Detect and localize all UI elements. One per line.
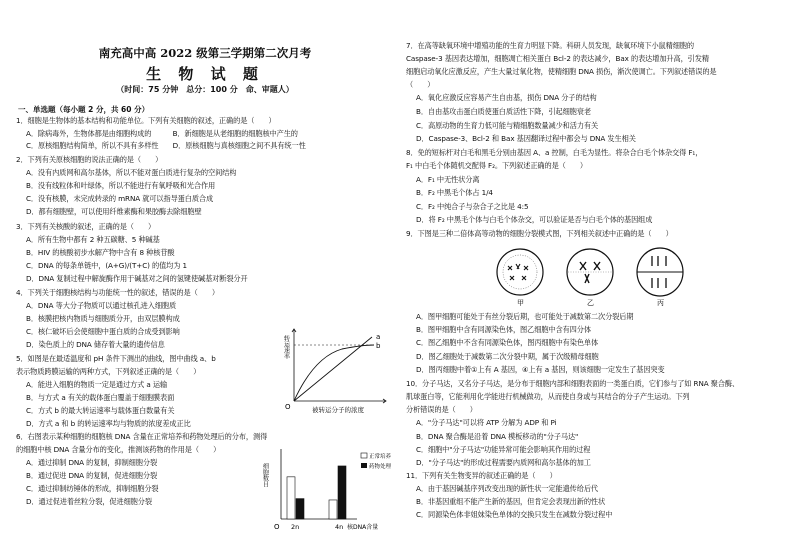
right-line: C．细胞中"分子马达"功能异常可能会影响其作用的过程 — [416, 445, 591, 454]
right-line: 肌球蛋白等，它能利用化学能进行机械做功，从而使自身或与其结合的分子产生运动。下列 — [406, 392, 690, 401]
right-line: 11．下列有关生物变异的叙述正确的是（ ） — [406, 471, 557, 480]
section-heading: 一、单选题（每小题 2 分，共 60 分） — [18, 105, 150, 114]
right-line: Caspase-3 基因表达增加，细胞凋亡相关蛋白 Bcl-2 的表达减少，Bax 的表达增加升高，引发精 — [406, 54, 709, 63]
cell-yi — [567, 249, 613, 307]
left-line: D．DNA 复制过程中解旋酶作用于碱基对之间的氢键使碱基对断裂分开 — [26, 274, 248, 283]
right-line: A．F₁ 中无性状分离 — [416, 175, 480, 184]
right-line: 分析错误的是（ ） — [406, 405, 477, 414]
right-line: C．图乙细胞中不含有同源染色体，图丙细胞中有染色单体 — [416, 338, 599, 347]
right-line: D．图乙细胞处于减数第二次分裂中期，属于次级精母细胞 — [416, 352, 599, 361]
figure-q6-dna-bar-chart — [259, 445, 394, 533]
left-line: C．通过抑制纺锤体的形成，抑制细胞分裂 — [26, 484, 159, 493]
right-line: A．由于基因碱基序列改变出现的新性状一定能遗传给后代 — [416, 484, 599, 493]
left-line: 5．如图是在最适温度和 pH 条件下测出的曲线，图中曲线 a、b — [16, 354, 216, 363]
left-line: A．除病毒外，生物体都是由细胞构成的 B．新细胞是从老细胞的细胞核中产生的 — [26, 129, 298, 138]
right-line: B．非基因重组不能产生新的基因，但肯定会表现出新的性状 — [416, 497, 606, 506]
fig6-bar-drug-4n — [338, 466, 346, 519]
cell-label-yi: 乙 — [587, 299, 594, 307]
fig5-label-b: b — [376, 342, 381, 350]
left-line: 2．下列有关原核细胞的说法正确的是（ ） — [16, 155, 163, 164]
right-line: D．Caspase-3、Bcl-2 和 Bax 基因翻译过程中都会与 DNA 发生相关 — [416, 134, 636, 143]
cell-label-jia: 甲 — [517, 299, 524, 307]
right-line: 7．在高等缺氧环境中增殖功能的生育力明显下降。科研人员发现，缺氧环境下小鼠精细胞的 — [406, 41, 694, 50]
exam-meta: （时间：75 分钟 总分：100 分 命、审题人） — [116, 85, 294, 94]
fig6-tick-4n: 4n — [335, 523, 344, 531]
left-line: A．DNA 等大分子物质可以通过核孔进入细胞质 — [26, 301, 177, 310]
right-line: 10．分子马达，又名分子马达，是分布于细胞内部和细胞表面的一类蛋白质，它们参与了如 RNA 聚合酶、 — [406, 379, 740, 388]
left-line: 4．下列关于细胞核结构与功能统一性的叙述，错误的是（ ） — [16, 288, 219, 297]
right-line: C．F₂ 中纯合子与杂合子之比是 4:5 — [416, 202, 529, 211]
left-line: D．都有细胞壁，可以使用纤维素酶和果胶酶去除细胞壁 — [26, 207, 202, 216]
left-line: D．染色质上的 DNA 储存着大量的遗传信息 — [26, 340, 165, 349]
fig6-legend-swatch-normal — [361, 453, 367, 458]
left-line: D．通过促进着丝粒分裂，促进细胞分裂 — [26, 497, 152, 506]
fig6-legend-drug: 药物处理 — [369, 464, 392, 470]
fig6-legend-normal: 正常培养 — [369, 454, 392, 460]
left-line: A．能进入细胞的物质一定是通过方式 a 运输 — [26, 380, 168, 389]
fig5-xlabel: 被转运分子的浓度 — [312, 406, 364, 414]
left-line: B．核膜把核内物质与细胞质分开，由双层膜构成 — [26, 314, 180, 323]
fig6-tick-2n: 2n — [291, 523, 300, 531]
right-line: B．图甲细胞中含有同源染色体，图乙细胞中含有四分体 — [416, 325, 591, 334]
right-line: A．"分子马达"可以将 ATP 分解为 ADP 和 Pi — [416, 418, 557, 427]
left-line: A．没有内质网和高尔基体，所以不能对蛋白质进行复杂的空间结构 — [26, 168, 237, 177]
fig6-bar-normal-4n — [329, 500, 337, 519]
fig6-ylabel: 细胞数目 — [261, 463, 269, 487]
left-line: 的细胞中核 DNA 含量分布的变化，推测该药物的作用是（ ） — [16, 445, 221, 454]
right-line: 9．下图是三种二倍体高等动物的细胞分裂模式图，下列相关叙述中正确的是（ ） — [406, 229, 673, 238]
cell-bing — [637, 248, 683, 307]
left-line: C．核仁破坏后会使细胞中蛋白质的合成受到影响 — [26, 327, 180, 336]
fig6-origin: O — [274, 523, 280, 531]
left-line: C．DNA 的每条单链中，(A+G)/(T+C) 的值均为 1 — [26, 261, 188, 270]
left-line: A．所有生物中都有 2 种五碳糖、5 种碱基 — [26, 235, 160, 244]
right-line: A．图甲细胞可能处于有丝分裂后期，也可能处于减数第二次分裂后期 — [416, 312, 634, 321]
left-line: C．原核细胞结构简单，所以不具有多样性 D．原核细胞与真核细胞之间不具有统一性 — [26, 141, 306, 150]
left-line: B．通过促进 DNA 的复制，促进细胞分裂 — [26, 471, 158, 480]
left-line: C．方式 b 的最大转运速率与载体蛋白数量有关 — [26, 406, 175, 415]
right-line: C．高原动物的生育力低可能与精细胞数量减少和活力有关 — [416, 121, 599, 130]
fig6-xlabel: 核DNA含量 — [347, 524, 379, 531]
left-line: 3．下列有关核酸的叙述，正确的是（ ） — [16, 222, 156, 231]
cell-jia — [497, 249, 543, 307]
fig5-ylabel: 转运速率 — [282, 335, 290, 359]
left-line: A．通过抑制 DNA 的复制，抑制细胞分裂 — [26, 458, 158, 467]
left-line: 1．细胞是生物体的基本结构和功能单位。下列有关细胞的叙述，正确的是（ ） — [16, 116, 276, 125]
fig6-bar-normal-2n — [287, 477, 295, 519]
left-line: D．方式 a 和 b 的转运速率均与物质的浓度差成正比 — [26, 419, 191, 428]
fig5-label-a: a — [376, 333, 381, 341]
exam-title: 南充高中高 2022 级第三学期第二次月考 — [98, 46, 312, 60]
right-line: F₁ 中白毛个体随机交配得 F₂。下列叙述正确的是（ ） — [406, 161, 588, 170]
right-line: D．将 F₂ 中黑毛个体与白毛个体杂交，可以验证是否与白毛个体的基因组成 — [416, 215, 653, 224]
left-line: 6．右图表示某种细胞的细胞核 DNA 含量在正常培养和药物处理后的分布，测得 — [16, 432, 268, 441]
exam-subject: 生 物 试 题 — [146, 65, 264, 83]
right-line: 8．免的短标杆对白毛和黑毛分别由基因 A、a 控制，白毛为显性。将杂合白毛个体杂交得 F₁， — [406, 148, 703, 157]
left-line: B．没有线粒体和叶绿体，所以不能进行有氧呼吸和光合作用 — [26, 181, 216, 190]
fig5-curve-a — [294, 337, 372, 401]
right-line: B．F₂ 中黑毛个体占 1/4 — [416, 188, 493, 197]
fig6-legend-swatch-drug — [361, 463, 367, 468]
left-line: 表示物质跨膜运输的两种方式，下列叙述正确的是（ ） — [16, 367, 201, 376]
right-line: （ ） — [406, 80, 435, 89]
figure-q9-cell-division — [490, 246, 690, 308]
right-line: B．DNA 聚合酶是沿着 DNA 模板移动的"分子马达" — [416, 432, 579, 441]
right-line: B．自由基攻击蛋白质使蛋白质活性下降，引起细胞衰老 — [416, 107, 591, 116]
right-line: D．图丙细胞中着①上有 A 基因，④上有 a 基因，则该细胞一定发生了基因突变 — [416, 365, 665, 374]
left-line: B．HIV 的核酸初步水解产物中含有 8 种核苷酸 — [26, 248, 175, 257]
right-line: A．氧化应激反应容易产生自由基，损伤 DNA 分子的结构 — [416, 93, 597, 102]
left-line: C．没有核膜，未完成转录的 mRNA 就可以指导蛋白质合成 — [26, 194, 214, 203]
fig5-origin: O — [285, 403, 291, 411]
right-line: C．同源染色体非姐妹染色单体的交换只发生在减数分裂过程中 — [416, 510, 613, 519]
figure-q5-transport-curve — [282, 323, 396, 415]
right-line: D．"分子马达"的形成过程需要内质网和高尔基体的加工 — [416, 458, 591, 467]
right-line: 细胞启动氧化应激反应，产生大量过氧化物，使精细胞 DNA 损伤，渐次使调亡。下列叙述错误的是 — [406, 67, 717, 76]
fig6-bar-drug-2n — [296, 499, 304, 519]
cell-label-bing: 丙 — [657, 299, 664, 307]
fig5-curve-b — [294, 345, 374, 401]
left-line: B．与方式 a 有关的载体蛋白覆盖于细胞膜表面 — [26, 393, 175, 402]
